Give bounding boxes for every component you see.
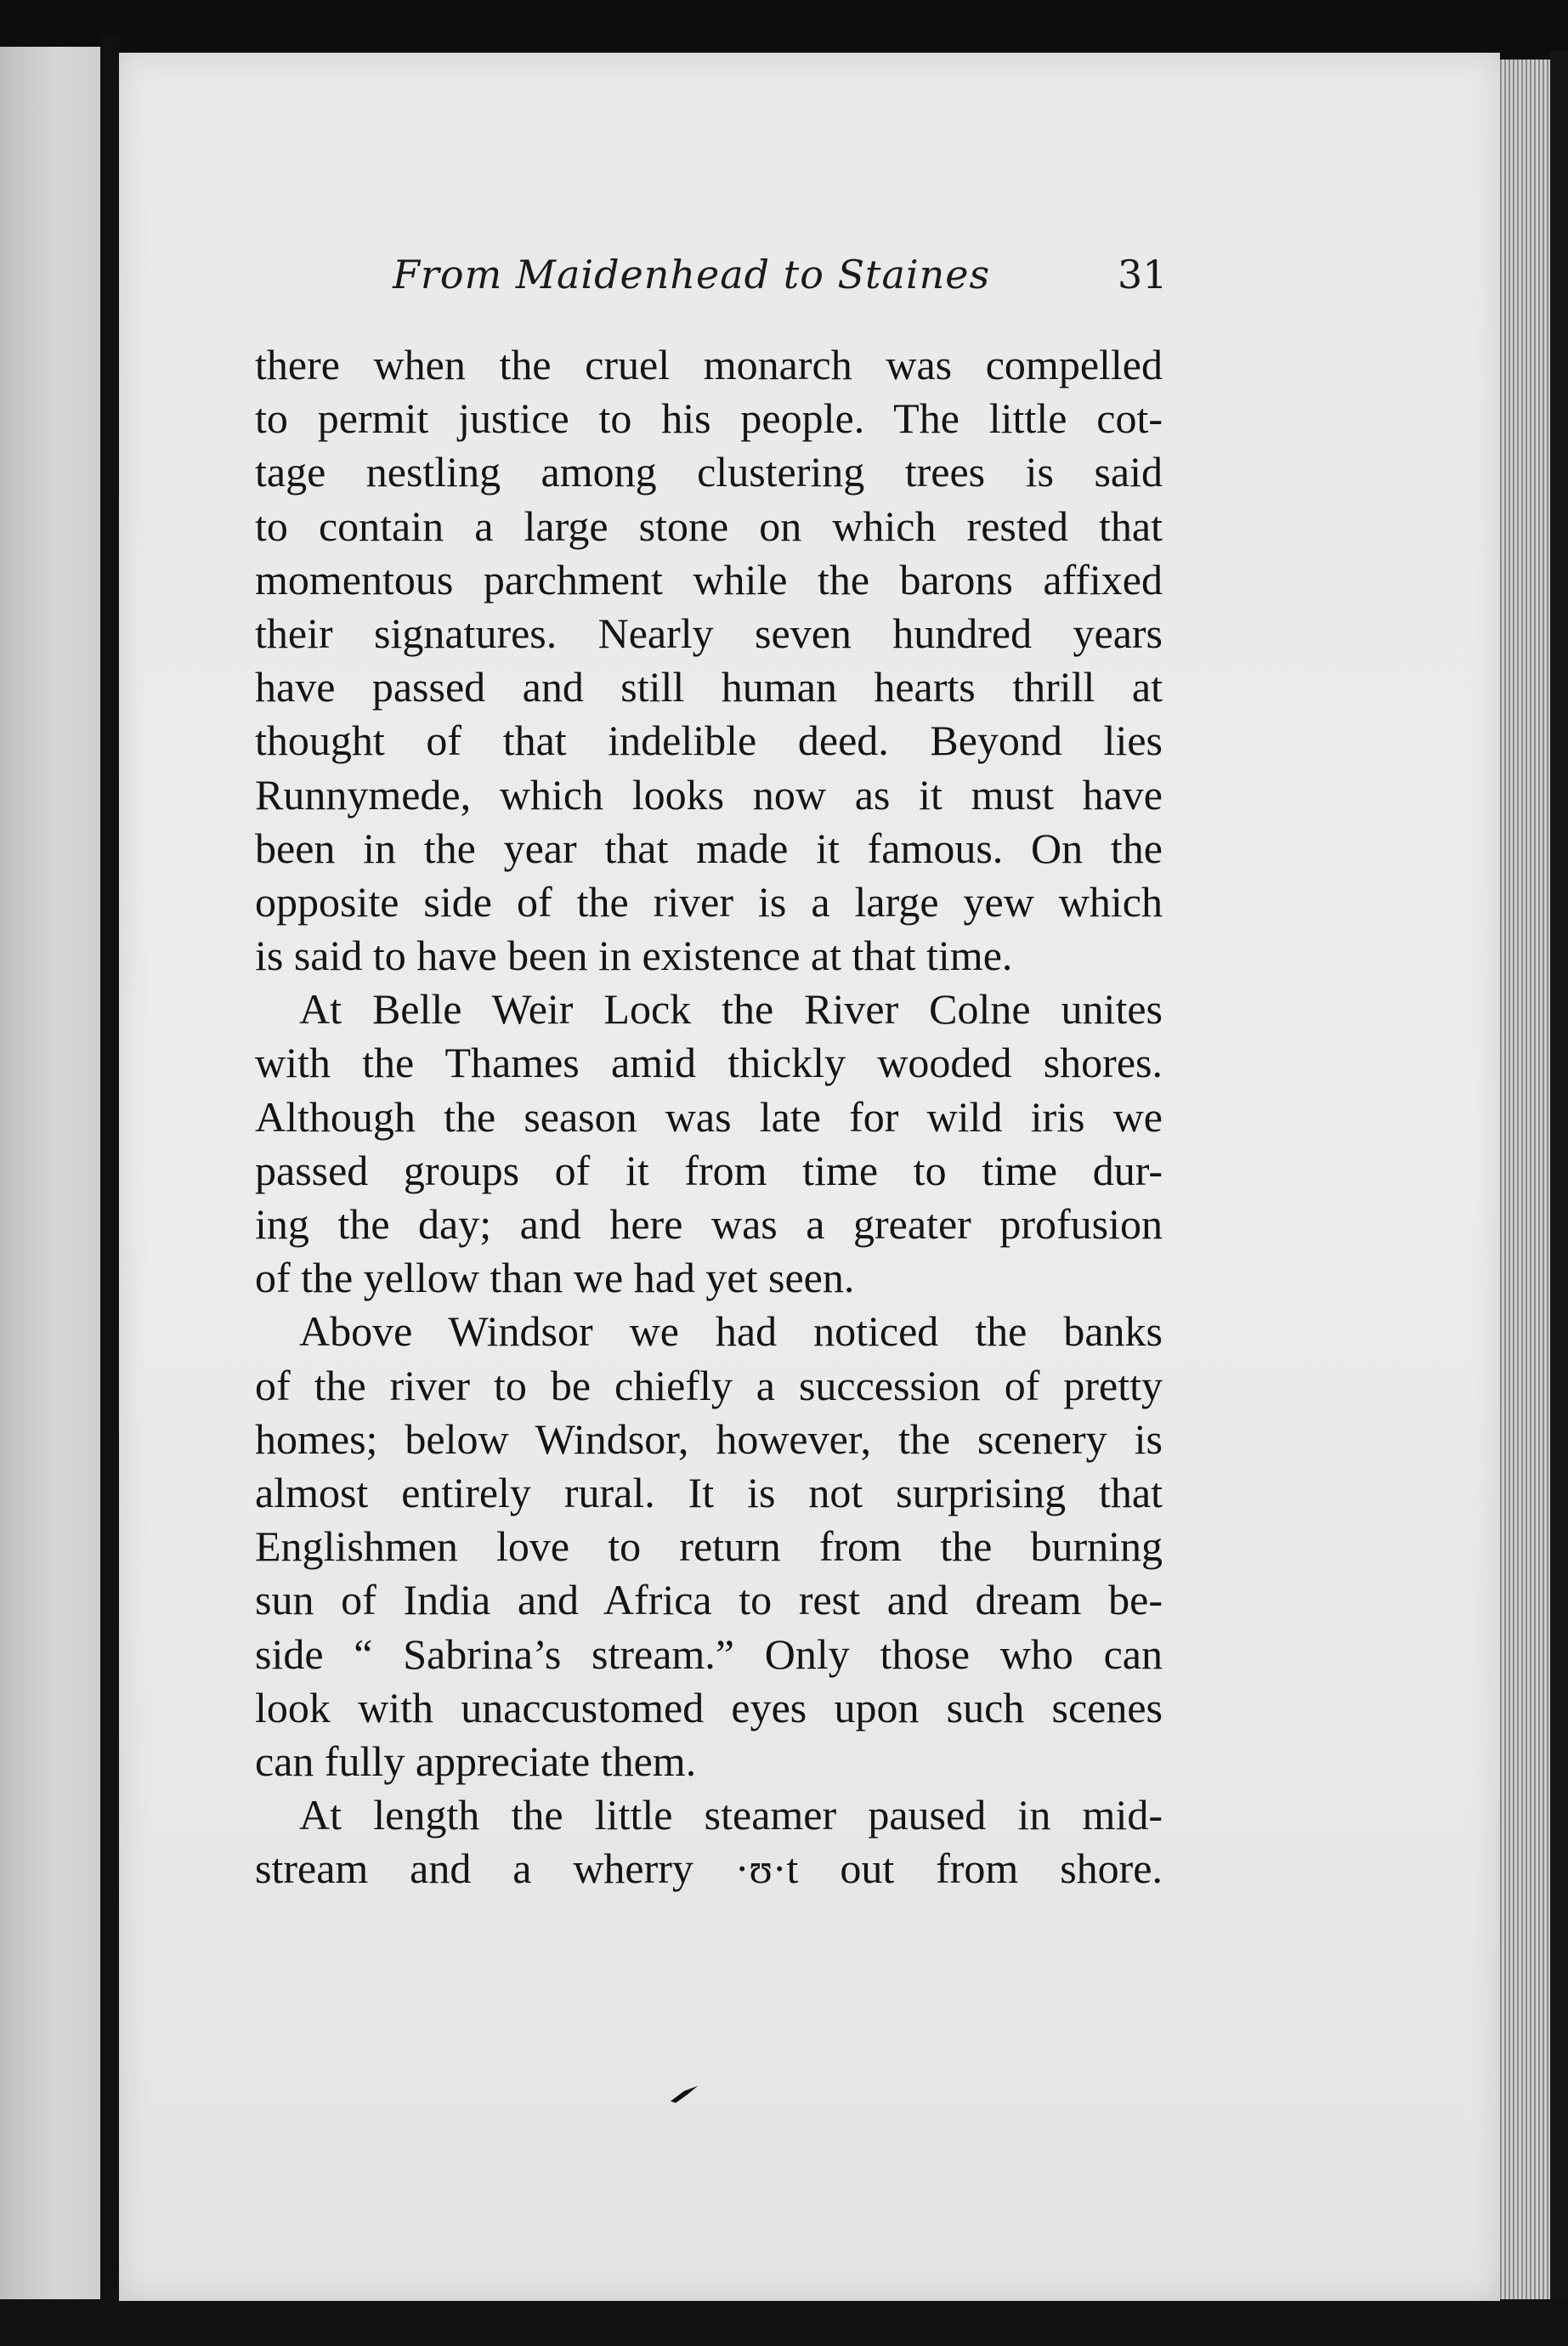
body-text	[255, 338, 1163, 1896]
text-line: side “ Sabrina’s stream.” Only those who can	[255, 1629, 1163, 1678]
text-line: with the Thames amid thickly wooded shores.	[255, 1039, 1163, 1087]
text-line: stream and a wherry ·ʊ·t out from shore.	[255, 1844, 1163, 1893]
text-line: momentous parchment while the barons affixed	[255, 555, 1163, 604]
scan-border-right	[1550, 51, 1568, 2329]
text-line: can fully appreciate them.	[255, 1737, 697, 1785]
page-stack-edge	[1497, 60, 1550, 2304]
text-line: to contain a large stone on which rested that	[255, 502, 1163, 550]
text-line: is said to have been in existence at that time.	[255, 932, 1013, 980]
text-line: almost entirely rural. It is not surprising that	[255, 1468, 1163, 1516]
text-line: ing the day; and here was a greater profusion	[255, 1200, 1163, 1248]
text-line: been in the year that made it famous. On the	[255, 824, 1163, 872]
text-line: tage nestling among clustering trees is said	[255, 448, 1163, 496]
text-line: thought of that indelible deed. Beyond lies	[255, 717, 1163, 765]
text-line: their signatures. Nearly seven hundred years	[255, 609, 1163, 657]
text-line: Although the season was late for wild iris we	[255, 1092, 1163, 1141]
text-line: opposite side of the river is a large yew which	[255, 877, 1163, 926]
text-line: Above Windsor we had noticed the banks	[299, 1307, 1163, 1356]
book-gutter	[100, 34, 119, 2329]
text-line: of the river to be chiefly a succession of pretty	[255, 1361, 1163, 1409]
text-line: of the yellow than we had yet seen.	[255, 1254, 855, 1302]
text-line: look with unaccustomed eyes upon such scenes	[255, 1683, 1163, 1731]
text-line: there when the cruel monarch was compelled	[255, 341, 1163, 388]
text-line: have passed and still human hearts thrill at	[255, 663, 1163, 711]
text-line: Englishmen love to return from the burning	[255, 1522, 1163, 1571]
running-head	[393, 252, 1168, 311]
scan-border-bottom	[0, 2299, 1568, 2346]
text-line: passed groups of it from time to time dur-	[255, 1146, 1163, 1194]
ink-mark	[667, 2082, 701, 2105]
facing-page-edge	[0, 47, 100, 2308]
text-line: At length the little steamer paused in mid-	[299, 1791, 1163, 1839]
text-line: to permit justice to his people. The little cot-	[255, 394, 1163, 443]
text-line: Runnymede, which looks now as it must have	[255, 770, 1163, 819]
text-line: homes; below Windsor, however, the scenery is	[255, 1414, 1163, 1463]
running-title: From Maidenhead to Staines	[393, 252, 991, 298]
text-line: At Belle Weir Lock the River Colne unites	[299, 985, 1163, 1034]
page-number: 31	[1118, 252, 1168, 298]
text-line: sun of India and Africa to rest and dream be-	[255, 1576, 1163, 1624]
